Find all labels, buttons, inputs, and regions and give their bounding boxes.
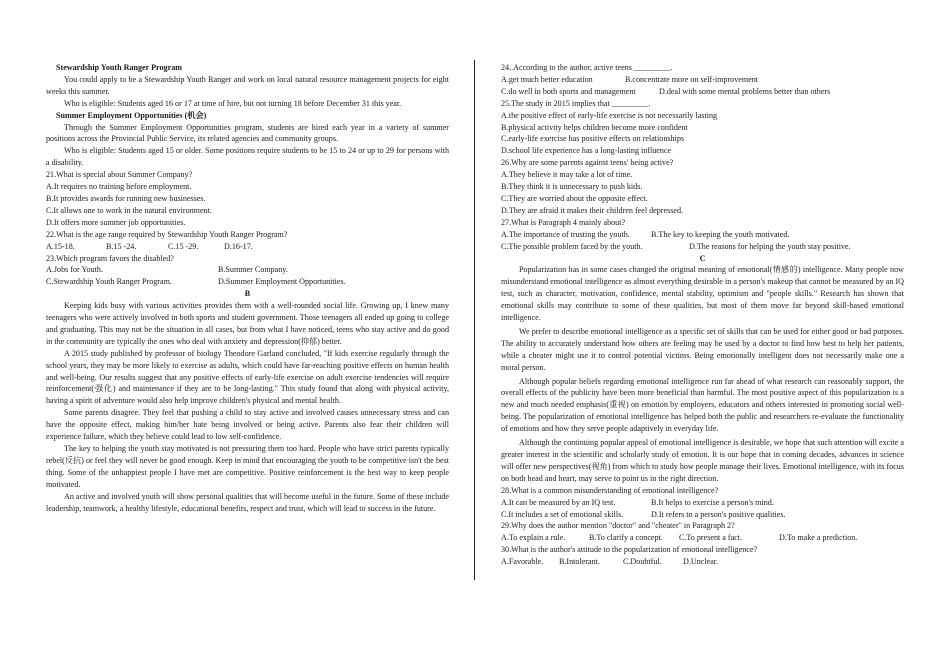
option: B.The key to keeping the youth motivated. xyxy=(651,229,790,239)
section-c-heading: C xyxy=(699,253,706,263)
paragraph: We prefer to describe emotional intelligence as a specific set of skills that can be used for either good or bad purposes. The ability to accurately understand how others are feeling may be used by a doctor to find how best to help her patients, while a cheater might use it to control potential victims. Being emotionally intelligent does not necessarily make one a moral person. xyxy=(501,326,904,372)
option: C.early-life exercise has positive effects on relationships xyxy=(501,134,685,144)
option: A.To explain a rule. xyxy=(501,533,566,543)
paragraph: Who is eligible: Students aged 15 or older. Some positions require students to be 15 to 24 or up to 29 for persons with a disability. xyxy=(46,146,449,168)
option: D.To make a prediction. xyxy=(779,533,858,543)
options-row xyxy=(46,241,449,253)
option: C.It allows one to work in the natural environment. xyxy=(46,205,212,215)
options-row xyxy=(501,241,904,253)
options-row xyxy=(501,509,904,521)
option: B.It helps to exercise a person's mind. xyxy=(651,497,774,507)
option: A.It can be measured by an IQ test. xyxy=(501,497,616,507)
option: B.physical activity helps children become more confident xyxy=(501,122,688,132)
option: C.do well in both sports and management xyxy=(501,86,636,96)
options-row xyxy=(501,74,904,86)
option: D.It refers to a person's positive qualities. xyxy=(651,509,786,519)
paragraph: Who is eligible: Students aged 16 or 17 at time of hire, but not turning 18 before December 31 this year. xyxy=(64,98,402,108)
question-30: 30.What is the author's attitude to the popularization of emotional intelligence? xyxy=(501,545,758,555)
paragraph: The key to helping the youth stay motivated is not pressuring them too hard. People who have strict parents typically rebel(反抗) or feel they will never be good enough. Keep in mind that encouraging the youth to be competitive isn't the best thing. Some of the unhappiest people I have met are competitive. Positive reinforcement is the best way to keep people motivated. xyxy=(46,444,449,489)
option: D.It offers more summer job opportunities. xyxy=(46,217,186,227)
paragraph: Some parents disagree. They feel that pushing a child to stay active and involved causes unnecessary stress and can have the opposite effect, making him/her hate being involved or being active. Parents also fear their children will experience failure, which they believe could lead to low self-confidence. xyxy=(46,408,449,442)
options-row xyxy=(46,276,449,288)
option: C.Stewardship Youth Ranger Program. xyxy=(46,277,172,287)
question-21: 21.What is special about Summer Company? xyxy=(46,170,193,180)
question-27: 27.What is Paragraph 4 mainly about? xyxy=(501,217,626,227)
option: A.get much better education xyxy=(501,74,593,84)
option: C.It includes a set of emotional skills. xyxy=(501,509,624,519)
option: D.deal with some mental problems better than others xyxy=(659,86,831,96)
paragraph: You could apply to be a Stewardship Youth Ranger and work on local natural resource management projects for eight weeks this summer. xyxy=(46,74,449,96)
question-24: 24..According to the author, active teens _________. xyxy=(501,63,673,72)
option: A.the positive effect of early-life exercise is not necessarily lasting xyxy=(501,110,718,120)
option: A.15-18. xyxy=(46,241,75,251)
options-row xyxy=(501,556,904,568)
option: D.Unclear. xyxy=(683,557,719,567)
option: B.They think it is unnecessary to push kids. xyxy=(501,182,643,192)
column-divider xyxy=(474,60,475,580)
paragraph: Popularization has in some cases changed the original meaning of emotional(情感的) intelligence. Many people now misunderstand emotional intelligence as almost everything desirable in a person's makeup that cannot be measured by an IQ test, such as character, motivation, confidence, mental stability, optimism and "people skills." Research has shown that emotional skills may contribute to some of these qualities, but most of them move far beyond skill-based emotional intelligence. xyxy=(501,265,904,323)
option: B.It provides awards for running new businesses. xyxy=(46,193,206,203)
option: B.15 -24. xyxy=(106,241,137,251)
option: D.Summer Employment Opportunities. xyxy=(218,277,346,287)
heading-summer-employment: Summer Employment Opportunities (机会) xyxy=(56,110,207,120)
question-26: 26.Why are some parents against teens' being active? xyxy=(501,158,674,168)
option: A.It requires no training before employment. xyxy=(46,182,192,192)
left-column xyxy=(46,62,449,514)
option: D.They are afraid it makes their children feel depressed. xyxy=(501,205,684,215)
paragraph: A 2015 study published by professor of biology Theodore Garland concluded, "If kids exercise regularly through the school years, they may be more likely to exercise as adults, which could have far-reaching positive effects on human health and well-being. Our results suggest that any positive effects of early-life exercise on adult exercise tendencies will require reinforcement(强化) and maintenance if they are to be long-lasting." This study found that along with physical activity, having a spirit of adventure would also help improve children's physical and mental health. xyxy=(46,348,449,406)
option: C.Doubtful. xyxy=(623,557,662,567)
option: C.15 -29. xyxy=(168,241,199,251)
options-row xyxy=(46,264,449,276)
option: A.Jobs for Youth. xyxy=(46,265,103,275)
options-row xyxy=(501,497,904,509)
right-column xyxy=(501,62,904,568)
paragraph: Although the continuing popular appeal of emotional intelligence is desirable, we hope that such attention will excite a greater interest in the scientific and scholarly study of emotion. It is our hope that in coming decades, advances in science will offer new perspectives(视角) from which to study how people manage their lives. Emotional intelligence, with its focus on both head and heart, may serve to point us in the right direction. xyxy=(501,438,904,483)
heading-stewardship: Stewardship Youth Ranger Program xyxy=(56,63,182,72)
paragraph: Through the Summer Employment Opportunities program, students are hired each year in a variety of summer positions across the Provincial Public Service, its related agencies and community groups. xyxy=(46,122,449,144)
question-29: 29.Why does the author mention "doctor" and "cheater" in Paragraph 2? xyxy=(501,521,735,531)
option: A.The importance of trusting the youth. xyxy=(501,229,630,239)
option: B.concentrate more on self-improvement xyxy=(625,74,759,84)
option: A.Favorable. xyxy=(501,557,544,567)
option: C.They are worried about the opposite effect. xyxy=(501,193,648,203)
options-row xyxy=(501,86,904,98)
options-row xyxy=(501,532,904,544)
section-b-heading: B xyxy=(244,289,251,299)
option: B.Summer Company. xyxy=(218,265,288,275)
option: C.To present a fact. xyxy=(679,533,743,543)
option: B.Intolerant. xyxy=(559,557,600,567)
option: D.school life experience has a long-lasting influence xyxy=(501,146,672,156)
option: A.They believe it may take a lot of time. xyxy=(501,170,633,180)
option: B.To clarify a concept. xyxy=(589,533,663,543)
paragraph: Although popular beliefs regarding emotional intelligence run far ahead of what research can reasonably support, the overall effects of the publicity have been more beneficial than harmful. The most positive aspect of this popularization is a new and much needed emphasis(重视) on emotion by employers, educators and others interested in promoting social well-being. The popularization of emotional intelligence has helped both the public and researchers re-evaluate the functionality of emotions and how they serve people adaptively in everyday life. xyxy=(501,376,904,434)
question-23: 23.Which program favors the disabled? xyxy=(46,253,174,263)
options-row xyxy=(501,229,904,241)
question-25: 25.The study in 2015 implies that _________. xyxy=(501,98,651,108)
question-28: 28.What is a common misunderstanding of emotional intelligence? xyxy=(501,485,719,495)
option: D.16-17. xyxy=(224,241,253,251)
paragraph: An active and involved youth will show personal qualities that will become useful in the future. Some of these include leadership, teamwork, a healthy lifestyle, educational benefits, respect and trust, which will lead to success in the future. xyxy=(46,491,449,513)
option: C.The possible problem faced by the youth. xyxy=(501,241,643,251)
question-22: 22.What is the age range required by Stewardship Youth Ranger Program? xyxy=(46,229,288,239)
paragraph: Keeping kids busy with various activities provides them with a well-rounded social life. Growing up, I knew many teenagers who were actively involved in both sports and student government. Those teenagers all ended up going to college and graduating. This may not be the situation in all cases, but from what I have noticed, teens who stay active and do good in the community are typically the ones who deal with anxiety and depression(抑郁) better. xyxy=(46,301,449,346)
option: D.The reasons for helping the youth stay positive. xyxy=(689,241,851,251)
